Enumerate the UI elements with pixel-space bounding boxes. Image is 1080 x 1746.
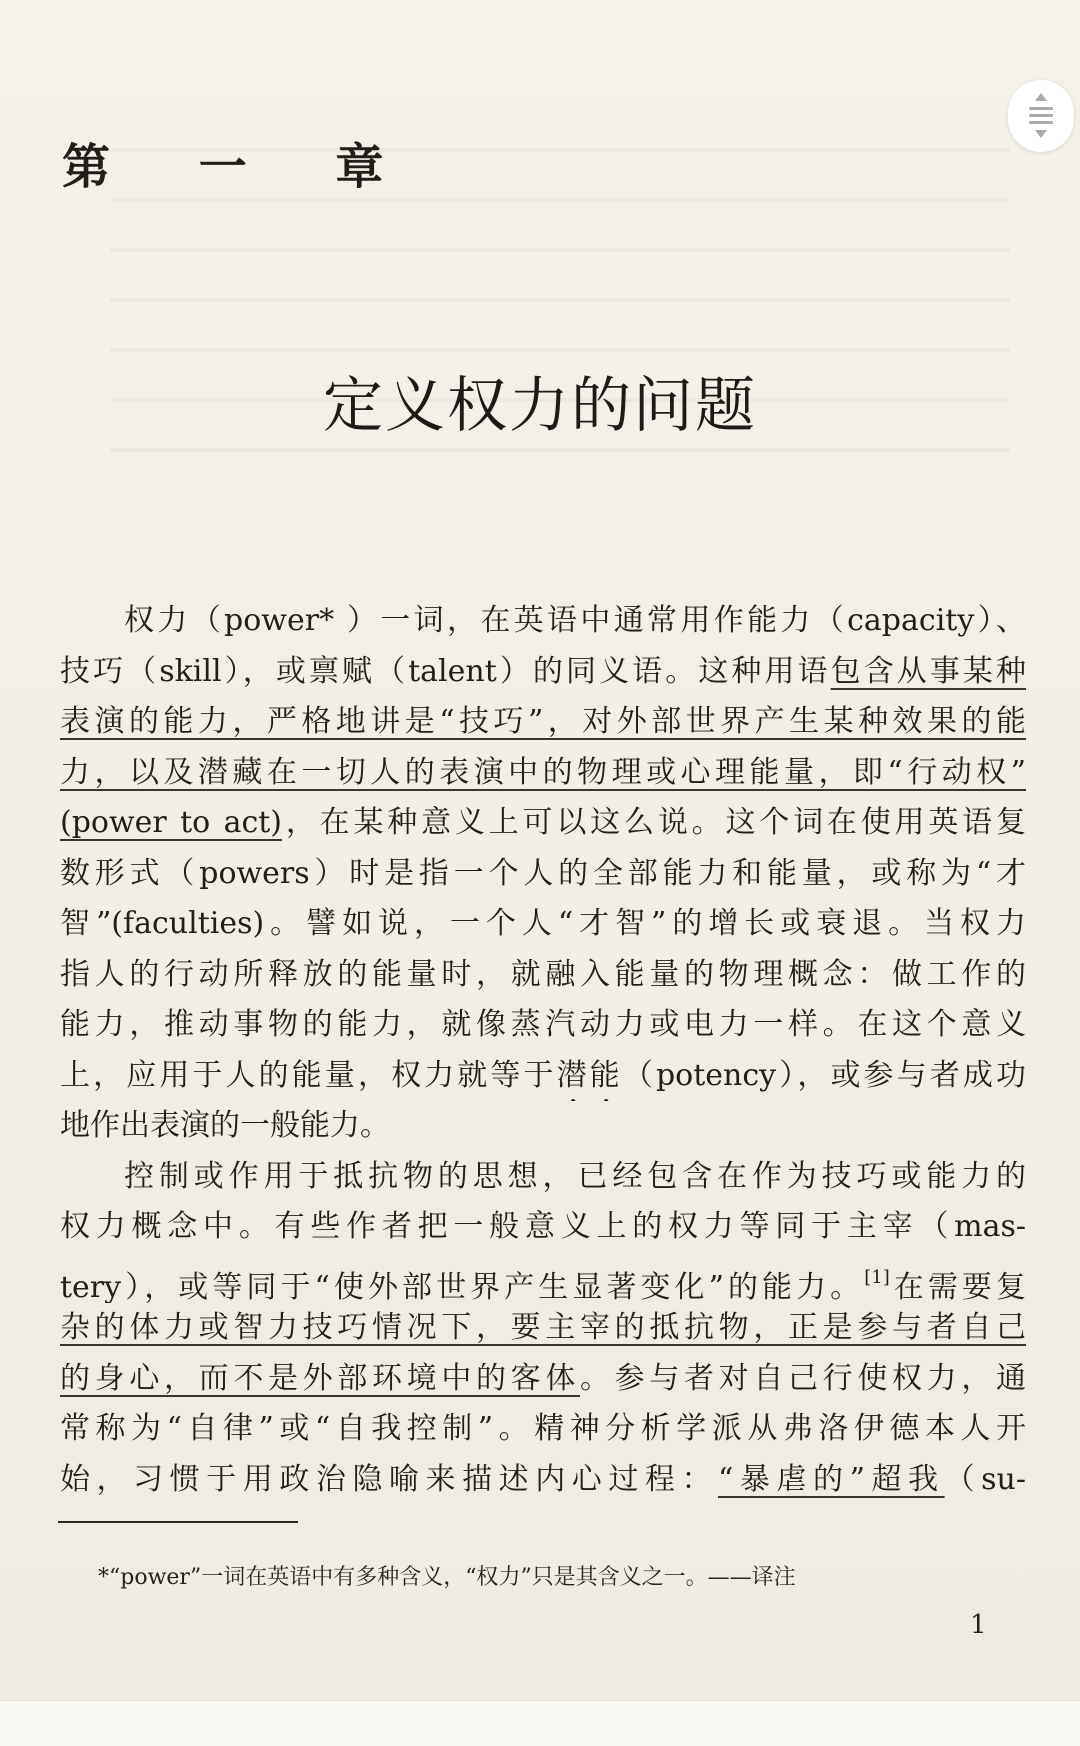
text-line: 权力概念中。有些作者把一般意义上的权力等同于主宰（mas-	[60, 1209, 1026, 1244]
text-line: 能力，推动事物的能力，就像蒸汽动力或电力一样。在这个意义	[60, 1007, 1026, 1042]
text-segment: ，在某种意义上可以这么说。这个词在使用英语复	[282, 805, 1026, 840]
text-segment: （su-	[944, 1461, 1026, 1497]
text-line	[60, 1455, 1026, 1506]
text-segment: 上，应用于人的能量，权力就等于	[60, 1057, 557, 1093]
text-segment: tery），或等同于“使外部世界产生显著变化”的能力。	[60, 1269, 865, 1303]
underlined-text: (power to act)	[60, 805, 283, 840]
scroll-grip-icon	[1026, 91, 1056, 141]
underlined-text: 的身心，而不是外部环境中的客体	[60, 1360, 580, 1396]
underlined-text-line: 表演的能力，严格地讲是“技巧”，对外部世界产生某种效果的能	[60, 704, 1026, 739]
footnote: *“power”一词在英语中有多种含义，“权力”只是其含义之一。——译注	[98, 1565, 796, 1590]
bottom-bar	[0, 1700, 1080, 1746]
text-line	[60, 1253, 1026, 1304]
text-line: 权力（power* ）一词，在英语中通常用作能力（capacity）、	[124, 603, 1026, 638]
footnote-ref: [1]	[864, 1266, 890, 1288]
page-number: 1	[970, 1610, 987, 1640]
underlined-text: 在需要复	[889, 1269, 1026, 1303]
text-line: 地作出表演的一般能力。	[60, 1108, 390, 1143]
text-line: 智”(faculties)。譬如说，一个人“才智”的增长或衰退。当权力	[60, 906, 1026, 941]
footnote-divider	[58, 1521, 298, 1523]
text-line	[60, 1354, 1026, 1405]
text-line	[60, 647, 1026, 698]
chapter-label: 第 一 章	[62, 139, 420, 195]
emphasized-text: 潜能	[556, 1057, 623, 1093]
body-text	[60, 596, 1026, 1505]
text-line: 常称为“自律”或“自我控制”。精神分析学派从弗洛伊德本人开	[60, 1411, 1026, 1446]
text-segment: 。参与者对自己行使权力，通	[580, 1360, 1026, 1396]
text-segment: 技巧（skill），或禀赋（talent）的同义语。这种用语	[60, 653, 831, 689]
scroll-handle[interactable]	[1008, 80, 1074, 152]
underlined-text: 包含从事某种	[830, 653, 1026, 689]
underlined-text-line: 杂的体力或智力技巧情况下，要主宰的抵抗物，正是参与者自己	[60, 1310, 1026, 1345]
underlined-text: “暴虐的”超我	[718, 1461, 945, 1497]
chapter-title: 定义权力的问题	[323, 371, 757, 441]
text-line	[60, 1051, 1026, 1102]
text-segment: 始，习惯于用政治隐喻来描述内心过程：	[60, 1461, 719, 1497]
text-line: 指人的行动所释放的能量时，就融入能量的物理概念：做工作的	[60, 956, 1026, 992]
underlined-text-line: 力，以及潜藏在一切人的表演中的物理或心理能量，即“行动权”	[60, 754, 1026, 790]
text-segment: （potency），或参与者成功	[622, 1057, 1026, 1093]
text-line: 控制或作用于抵抗物的思想，已经包含在作为技巧或能力的	[124, 1158, 1026, 1194]
text-line	[60, 798, 1026, 849]
text-line: 数形式（powers）时是指一个人的全部能力和能量，或称为“才	[60, 855, 1026, 891]
